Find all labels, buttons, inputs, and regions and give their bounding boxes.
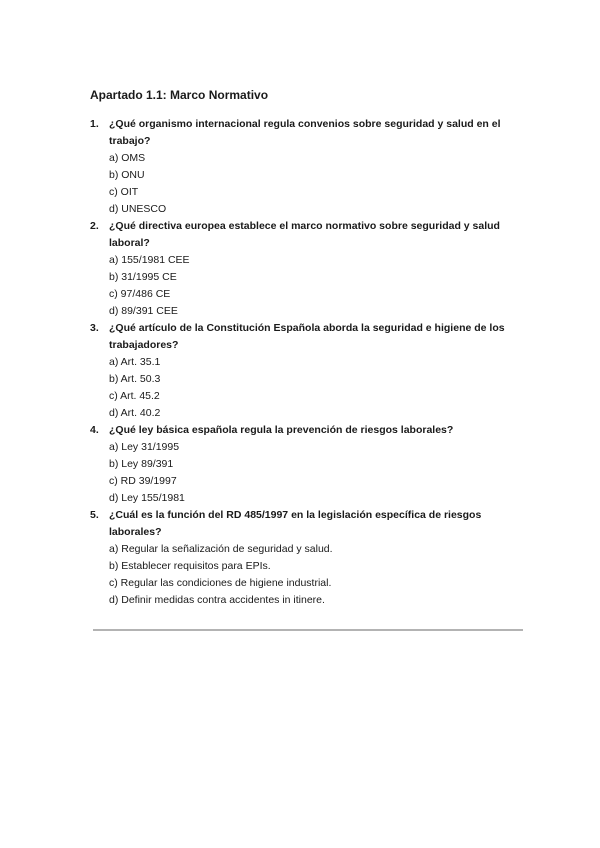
question-text: ¿Qué organismo internacional regula convenios sobre seguridad y salud en el trabajo?	[109, 118, 501, 147]
question-number: 2.	[90, 220, 99, 232]
question-2	[90, 218, 510, 320]
answer-option-d: d) Ley 155/1981	[109, 492, 185, 504]
answer-option-d: d) 89/391 CEE	[109, 305, 178, 317]
answer-option-d: d) Art. 40.2	[109, 407, 161, 419]
answer-option-a: a) Art. 35.1	[109, 356, 161, 368]
answer-option-d: d) UNESCO	[109, 203, 167, 215]
answer-option-c: c) RD 39/1997	[109, 475, 177, 487]
question-4	[90, 422, 510, 507]
answer-option-b: b) ONU	[109, 169, 145, 181]
answer-option-b: b) Establecer requisitos para EPIs.	[109, 560, 271, 572]
answer-option-c: c) Art. 45.2	[109, 390, 160, 402]
question-number: 4.	[90, 424, 99, 436]
question-text: ¿Qué artículo de la Constitución Española aborda la seguridad e higiene de los trabajadores?	[109, 322, 505, 351]
question-text: ¿Qué directiva europea establece el marco normativo sobre seguridad y salud laboral?	[109, 220, 500, 249]
answer-option-b: b) Art. 50.3	[109, 373, 161, 385]
answer-option-d: d) Definir medidas contra accidentes in itinere.	[109, 594, 325, 606]
question-1	[90, 116, 510, 218]
question-number: 5.	[90, 509, 99, 521]
answer-option-a: a) Regular la señalización de seguridad y salud.	[109, 543, 333, 555]
answer-option-b: b) 31/1995 CE	[109, 271, 177, 283]
question-3	[90, 320, 510, 422]
answer-option-a: a) Ley 31/1995	[109, 441, 180, 453]
answer-option-b: b) Ley 89/391	[109, 458, 174, 470]
question-5	[90, 507, 510, 609]
section-title: Apartado 1.1: Marco Normativo	[90, 88, 269, 102]
question-list	[90, 116, 510, 609]
answer-option-c: c) 97/486 CE	[109, 288, 171, 300]
answer-option-c: c) Regular las condiciones de higiene industrial.	[109, 577, 332, 589]
answer-option-a: a) OMS	[109, 152, 146, 164]
question-number: 1.	[90, 118, 99, 130]
question-number: 3.	[90, 322, 99, 334]
answer-option-a: a) 155/1981 CEE	[109, 254, 190, 266]
question-text: ¿Cuál es la función del RD 485/1997 en la legislación específica de riesgos laborales?	[109, 509, 482, 538]
horizontal-divider	[93, 629, 523, 631]
answer-option-c: c) OIT	[109, 186, 139, 198]
question-text: ¿Qué ley básica española regula la prevención de riesgos laborales?	[109, 424, 454, 436]
